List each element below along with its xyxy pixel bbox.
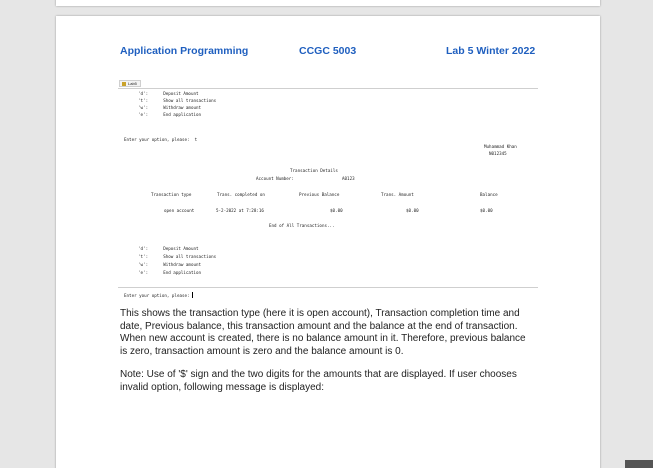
console-screenshot	[118, 80, 538, 300]
note-paragraph: Note: Use of '$' sign and the two digits for the amounts that are displayed. If user chooses invalid option, following message is displayed:	[120, 369, 517, 393]
header-course-code: CCGC 5003	[299, 45, 357, 57]
console-tab-label: Lab5	[128, 81, 137, 86]
menu-option-deposit: 'd': Deposit Amount	[138, 91, 199, 96]
column-header: Trans. Amount	[381, 192, 414, 197]
author-id: N012345	[489, 151, 507, 156]
console-app-icon	[122, 82, 126, 86]
row-trans-amount: $0.00	[406, 208, 419, 213]
account-number: A0123	[342, 176, 355, 181]
explanation-paragraph: This shows the transaction type (here it is open account), Transaction completion time and date, Previous balance, this transaction amount and the balance at the end of transaction. When new account is created, there is no balance amount in it. Therefore, previous balance is zero, transaction amount is zero and the balance amount is 0.	[120, 308, 526, 357]
menu-option-withdraw: 'w': Withdraw amount	[138, 262, 202, 267]
menu-option-deposit: 'd': Deposit Amount	[138, 246, 199, 251]
author-name: Muhammad Khan	[484, 144, 517, 149]
header-lab-title: Lab 5 Winter 2022	[446, 45, 536, 57]
menu-option-end: 'e': End application	[138, 270, 202, 275]
end-of-transactions: End of All Transactions...	[269, 223, 335, 228]
column-header: Balance	[480, 192, 498, 197]
option-prompt-input[interactable]	[124, 292, 193, 298]
menu-option-end: 'e': End application	[138, 112, 202, 117]
console-tab[interactable]	[119, 80, 141, 87]
previous-page	[56, 0, 600, 6]
row-balance: $0.00	[480, 208, 493, 213]
column-header: Trans. completed on	[217, 192, 265, 197]
tab-divider	[118, 88, 538, 89]
menu-option-withdraw: 'w': Withdraw amount	[138, 105, 202, 110]
row-previous-balance: $0.00	[330, 208, 343, 213]
input-divider	[118, 287, 538, 288]
header-course-name: Application Programming	[120, 45, 249, 57]
details-title: Transaction Details	[290, 168, 338, 173]
row-completed-on: 5-2-2022 at 7:28:16	[216, 208, 264, 213]
menu-option-show: 't': Show all transactions	[138, 254, 217, 259]
menu-option-show: 't': Show all transactions	[138, 98, 217, 103]
column-header: Transaction type	[151, 192, 192, 197]
option-prompt-label: Enter your option, please:	[124, 293, 190, 298]
account-label: Account Number:	[256, 176, 294, 181]
column-header: Previous Balance	[299, 192, 340, 197]
text-cursor	[192, 292, 193, 298]
corner-block	[625, 460, 653, 468]
option-prompt: Enter your option, please: t	[124, 137, 198, 142]
row-trans-type: open account	[164, 208, 195, 213]
